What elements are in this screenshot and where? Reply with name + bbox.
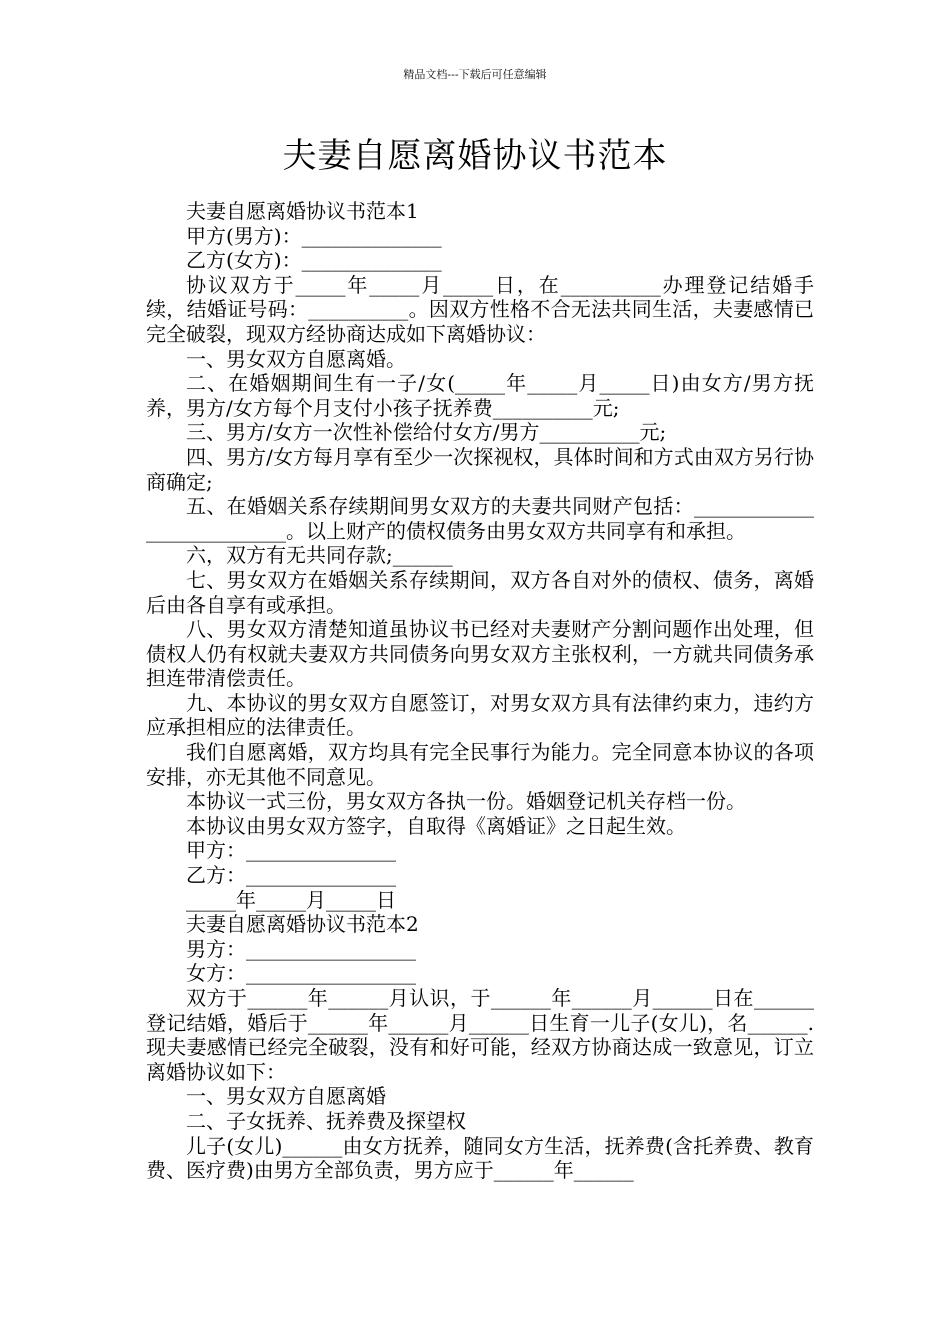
clause-2: 二、在婚姻期间生有一子/女(_____年_____月_____日)由女方/男方抚养，男方/女方每个月支付小孩子抚养费__________元;: [146, 371, 814, 420]
sample-2-clause-1: 一、男女双方自愿离婚: [186, 1084, 386, 1109]
male-party-line: 男方：_________________: [186, 936, 416, 961]
clause-1: 一、男女双方自愿离婚。: [186, 346, 406, 371]
signature-party-a: 甲方：_______________: [186, 838, 396, 863]
clause-6: 六，双方有无共同存款;______: [186, 543, 453, 568]
clause-9: 九、本协议的男女双方自愿签订，对男女双方具有法律约束力，违约方应承担相应的法律责任。: [146, 690, 814, 740]
header-note: 精品文档---下载后可任意编辑: [403, 68, 547, 81]
clause-4: 四、男方/女方每月享有至少一次探视权，具体时间和方式由双方另行协商确定;: [146, 444, 814, 494]
sample-2-heading: 夫妻自愿离婚协议书范本2: [186, 912, 419, 937]
voluntary-statement: 我们自愿离婚，双方均具有完全民事行为能力。完全同意本协议的各项安排，亦无其他不同意见。: [146, 740, 814, 789]
female-party-line: 女方：_________________: [186, 961, 416, 986]
copies-statement: 本协议一式三份，男女双方各执一份。婚姻登记机关存档一份。: [186, 789, 746, 814]
effective-statement: 本协议由男女双方签字，自取得《离婚证》之日起生效。: [186, 813, 686, 838]
sample-2-intro: 双方于______年______月认识，于______年______月______日在______登记结婚，婚后于______年______月______日生育一儿子(女儿)，名______.现夫妻感情已经完全破裂，没有和好可能，经双方协商达成一致意见，订立离婚协议如下：: [146, 986, 814, 1084]
sample-1-heading: 夫妻自愿离婚协议书范本1: [186, 199, 419, 223]
document-body: [146, 199, 814, 1183]
signature-date: _____年_____月_____日: [186, 887, 396, 912]
clause-5: 五、在婚姻关系存续期间男女双方的夫妻共同财产包括：__________________________。以上财产的债权债务由男女双方共同享有和承担。: [146, 494, 814, 543]
sample-2-clause-2: 二、子女抚养、抚养费及探望权: [186, 1108, 466, 1133]
clause-3: 三、男方/女方一次性补偿给付女方/男方__________元;: [186, 420, 667, 445]
clause-8: 八、男女双方清楚知道虽协议书已经对夫妻财产分割问题作出处理，但债权人仍有权就夫妻双方共同债务向男女双方主张权利，一方就共同债务承担连带清偿责任。: [146, 617, 814, 691]
party-b-line: 乙方(女方)：______________: [186, 248, 442, 273]
signature-party-b: 乙方：_______________: [186, 863, 396, 888]
child-custody-text: 儿子(女儿)______由女方抚养，随同女方生活，抚养费(含托养费、教育费、医疗费)由男方全部负责，男方应于______年______: [146, 1133, 814, 1183]
party-a-line: 甲方(男方)：______________: [186, 223, 442, 248]
clause-7: 七、男女双方在婚姻关系存续期间，双方各自对外的债权、债务，离婚后由各自享有或承担。: [146, 567, 814, 617]
agreement-intro: 协议双方于_____年_____月_____日，在__________办理登记结婚手续，结婚证号码：__________。因双方性格不合无法共同生活，夫妻感情已完全破裂，现双方经协商达成如下离婚协议：: [146, 272, 814, 346]
document-title: 夫妻自愿离婚协议书范本: [282, 136, 668, 176]
